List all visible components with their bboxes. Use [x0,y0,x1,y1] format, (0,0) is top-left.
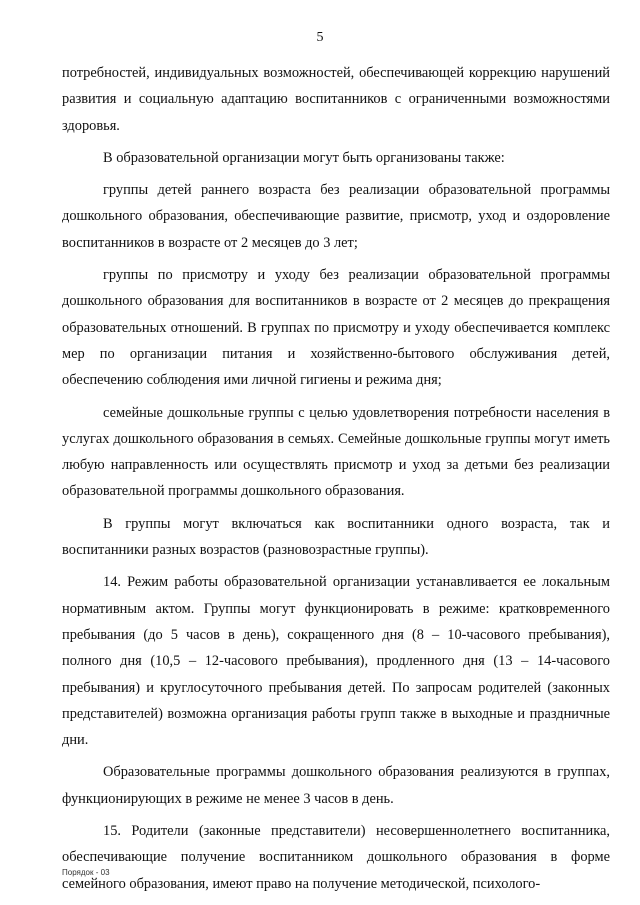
paragraph: потребностей, индивидуальных возможностей, обеспечивающей коррекцию нарушений развития и социальную адаптацию воспитанников с ограниченными возможностями здоровья. [62,65,610,134]
paragraph: 14. Режим работы образовательной организации устанавливается ее локальным нормативным актом. Группы могут функционировать в режиме: кратковременного пребывания (до 5 часов в день), сокращенного дня (8 – 10-часового пребывания), полного дня (10,5 – 12-часового пребывания), продленного дня (13 – 14-часового пребывания) и круглосуточного пребывания детей. По запросам родителей (законных представителей) возможна организация работы групп также в выходные и праздничные дни. [62,574,610,749]
paragraph: В образовательной организации могут быть организованы также: [103,149,505,166]
paragraph: группы по присмотру и уходу без реализации образовательной программы дошкольного образования для воспитанников в возрасте от 2 месяцев до прекращения образовательных отношений. В группах по присмотру и уходу обеспечивается комплекс мер по организации питания и хозяйственно-бытового обслуживания детей, обеспечению соблюдения ими личной гигиены и режима дня; [62,267,610,389]
paragraph: 15. Родители (законные представители) несовершеннолетнего воспитанника, обеспечивающие получение воспитанником дошкольного образования в форме семейного образования, имеют право на получение методической, психолого- [62,823,610,892]
paragraph: В группы могут включаться как воспитанники одного возраста, так и воспитанники разных возрастов (разновозрастные группы). [62,515,610,559]
document-body [62,60,610,897]
page-number: 5 [316,30,324,45]
paragraph: группы детей раннего возраста без реализации образовательной программы дошкольного образования, обеспечивающие развитие, присмотр, уход и оздоровление воспитанников в возрасте от 2 месяцев до 3 лет; [62,182,610,251]
footer-label: Порядок - 03 [62,868,110,877]
paragraph: Образовательные программы дошкольного образования реализуются в группах, функционирующих в режиме не менее 3 часов в день. [62,764,610,807]
paragraph: семейные дошкольные группы с целью удовлетворения потребности населения в услугах дошкольного образования в семьях. Семейные дошкольные группы могут иметь любую направленность или осуществлять присмотр и уход за детьми без реализации образовательной программы дошкольного образования. [62,404,610,500]
